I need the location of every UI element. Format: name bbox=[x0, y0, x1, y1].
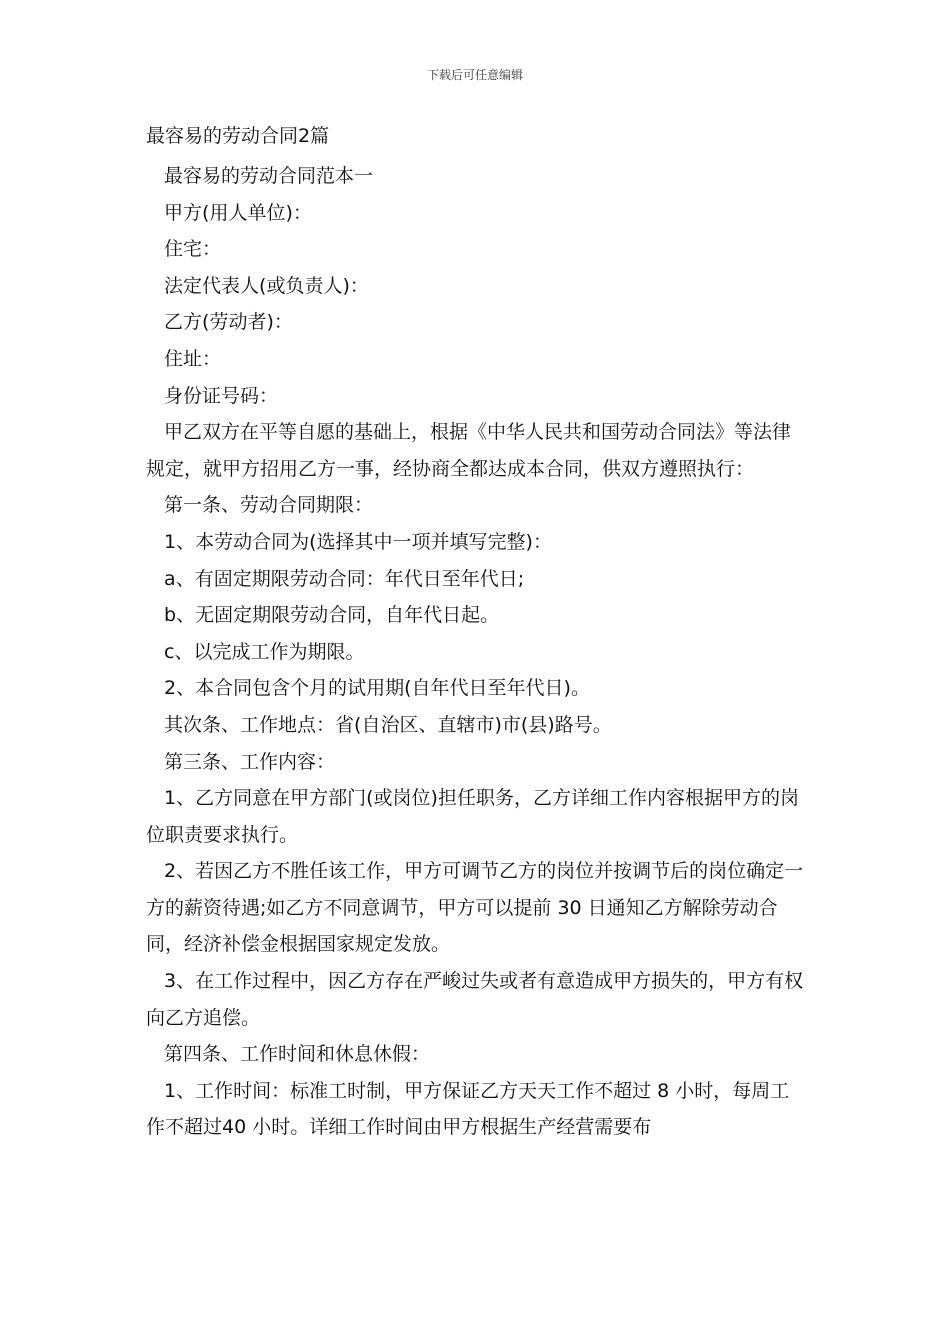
paragraph: 第四条、工作时间和休息休假： bbox=[164, 1043, 431, 1066]
paragraph: b、无固定期限劳动合同，自年代日起。 bbox=[164, 604, 500, 627]
paragraph: 甲方(用人单位)： bbox=[164, 201, 312, 224]
paragraph: c、以完成工作为期限。 bbox=[164, 640, 365, 663]
paragraph: 其次条、工作地点：省(自治区、直辖市)市(县)路号。 bbox=[164, 713, 612, 736]
paragraph: 最容易的劳动合同范本一 bbox=[164, 165, 374, 187]
paragraph: 住宅： bbox=[164, 238, 222, 261]
paragraph: a、有固定期限劳动合同：年代日至年代日; bbox=[164, 567, 525, 590]
page-header: 下载后可任意编辑 bbox=[426, 68, 523, 82]
paragraph: 住址： bbox=[164, 347, 222, 370]
paragraph: 第一条、劳动合同期限： bbox=[164, 494, 374, 517]
paragraph: 身份证号码： bbox=[164, 384, 279, 407]
paragraph: 2、若因乙方不胜任该工作，甲方可调节乙方的岗位并按调节后的岗位确定一方的薪资待遇;如乙方不同意调节，甲方可以提前 30 日通知乙方解除劳动合同，经济补偿金根据国家规定发放。 bbox=[146, 860, 804, 956]
paragraph: 第三条、工作内容： bbox=[164, 750, 336, 773]
paragraph: 3、在工作过程中，因乙方存在严峻过失或者有意造成甲方损失的，甲方有权向乙方追偿。 bbox=[146, 970, 804, 1029]
paragraph: 1、本劳动合同为(选择其中一项并填写完整)： bbox=[164, 530, 552, 553]
paragraph: 1、乙方同意在甲方部门(或岗位)担任职务，乙方详细工作内容根据甲方的岗位职责要求执行。 bbox=[146, 787, 799, 846]
paragraph: 2、本合同包含个月的试用期(自年代日至年代日)。 bbox=[164, 677, 590, 700]
paragraph: 乙方(劳动者)： bbox=[164, 311, 293, 334]
document-title: 最容易的劳动合同2篇 bbox=[146, 125, 330, 147]
paragraph: 1、工作时间：标准工时制，甲方保证乙方天天工作不超过 8 小时，每周工作不超过40 小时。详细工作时间由甲方根据生产经营需要布 bbox=[146, 1079, 790, 1139]
paragraph: 法定代表人(或负责人)： bbox=[164, 274, 369, 297]
paragraph: 甲乙双方在平等自愿的基础上，根据《中华人民共和国劳动合同法》等法律规定，就甲方招用乙方一事，经协商全都达成本合同，供双方遵照执行： bbox=[146, 421, 792, 480]
document-body bbox=[146, 158, 808, 1146]
